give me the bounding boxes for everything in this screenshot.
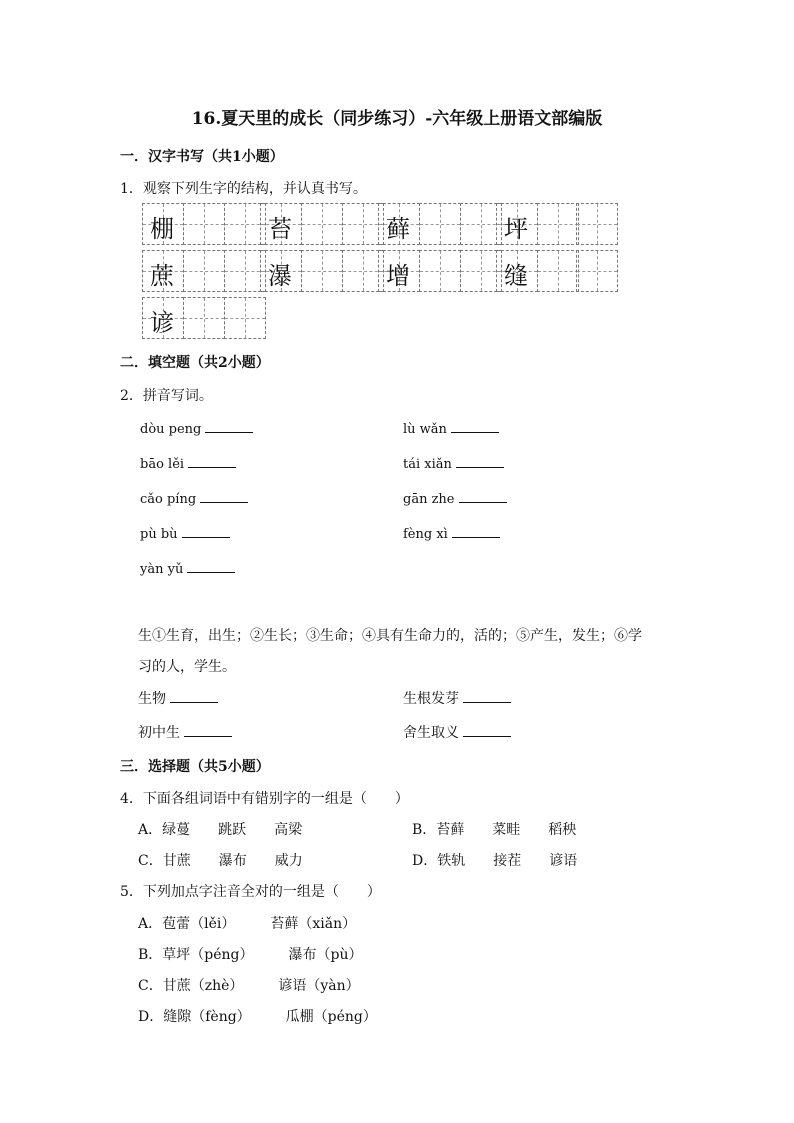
grid-character: 蔗 (150, 262, 174, 290)
pinyin-item: yàn yǔ (140, 560, 235, 577)
practice-cell (301, 203, 343, 245)
practice-cell (419, 203, 461, 245)
pinyin-item: pù bù (140, 525, 230, 542)
answer-blank[interactable] (184, 724, 232, 737)
question-3-definitions-line1: 生①生育，出生；②生长；③生命；④具有生命力的，活的；⑤产生，发生；⑥学 (138, 628, 642, 644)
answer-blank[interactable] (459, 490, 507, 503)
grid-character: 增 (386, 262, 410, 290)
answer-blank[interactable] (463, 690, 511, 703)
pinyin-item: gān zhe (403, 490, 507, 507)
option-d[interactable]: D．铁轨 接茬 谚语 (412, 853, 578, 869)
practice-cell (537, 203, 579, 245)
practice-cell (419, 250, 461, 292)
answer-blank[interactable] (200, 490, 248, 503)
answer-blank[interactable] (451, 420, 499, 433)
answer-blank[interactable] (205, 420, 253, 433)
answer-blank[interactable] (452, 525, 500, 538)
answer-blank[interactable] (187, 560, 235, 573)
option-a[interactable]: A．绿蔓 跳跃 高梁 (138, 822, 303, 838)
practice-cell (183, 297, 225, 339)
grid-character: 瀑 (268, 262, 292, 290)
practice-cell (224, 297, 266, 339)
practice-cell (183, 250, 225, 292)
page-title: 16.夏天里的成长（同步练习）-六年级上册语文部编版 (191, 109, 603, 129)
question-3-definitions-line2: 习的人，学生。 (138, 659, 236, 675)
practice-cell (301, 250, 343, 292)
practice-cell (576, 203, 618, 245)
option-d[interactable]: D．缝隙（fèng） 瓜棚（péng） (138, 1009, 377, 1025)
practice-cell (576, 250, 618, 292)
grid-character: 谚 (150, 309, 174, 337)
option-b[interactable]: B．草坪（péng） 瀑布（pù） (138, 947, 363, 963)
option-c[interactable]: C．甘蔗（zhè） 谚语（yàn） (138, 978, 360, 994)
option-c[interactable]: C．甘蔗 瀑布 威力 (138, 853, 303, 869)
section-heading-2: 二．填空题（共2小题） (120, 355, 270, 371)
practice-cell (183, 203, 225, 245)
pinyin-item: lù wǎn (403, 420, 499, 437)
answer-blank[interactable] (463, 724, 511, 737)
section-heading-1: 一．汉字书写（共1小题） (120, 149, 284, 165)
question-4-text: 4．下面各组词语中有错别字的一组是（ ） (120, 791, 409, 807)
pinyin-item: tái xiǎn (403, 455, 504, 472)
pinyin-item: bāo lěi (140, 455, 236, 472)
answer-blank[interactable] (182, 525, 230, 538)
word-item: 生根发芽 (403, 688, 511, 708)
grid-character: 缝 (504, 262, 528, 290)
grid-character: 坪 (504, 215, 528, 243)
pinyin-item: fèng xì (403, 525, 500, 542)
section-heading-3: 三．选择题（共5小题） (120, 759, 270, 775)
question-5-text: 5．下列加点字注音全对的一组是（ ） (120, 884, 381, 900)
answer-blank[interactable] (170, 690, 218, 703)
word-item: 初中生 (138, 722, 232, 742)
option-a[interactable]: A．苞蕾（lěi） 苔藓（xiǎn） (138, 916, 357, 932)
question-2-text: 2．拼音写词。 (120, 388, 213, 404)
answer-blank[interactable] (188, 455, 236, 468)
practice-cell (537, 250, 579, 292)
grid-character: 藓 (386, 215, 410, 243)
pinyin-item: dòu peng (140, 420, 253, 437)
pinyin-item: cǎo píng (140, 490, 248, 507)
word-item: 舍生取义 (403, 722, 511, 742)
grid-character: 苔 (268, 215, 292, 243)
question-1-text: 1．观察下列生字的结构，并认真书写。 (120, 181, 367, 197)
option-b[interactable]: B．苔藓 菜畦 稻秧 (412, 822, 577, 838)
answer-blank[interactable] (456, 455, 504, 468)
grid-character: 棚 (150, 215, 174, 243)
word-item: 生物 (138, 688, 218, 708)
